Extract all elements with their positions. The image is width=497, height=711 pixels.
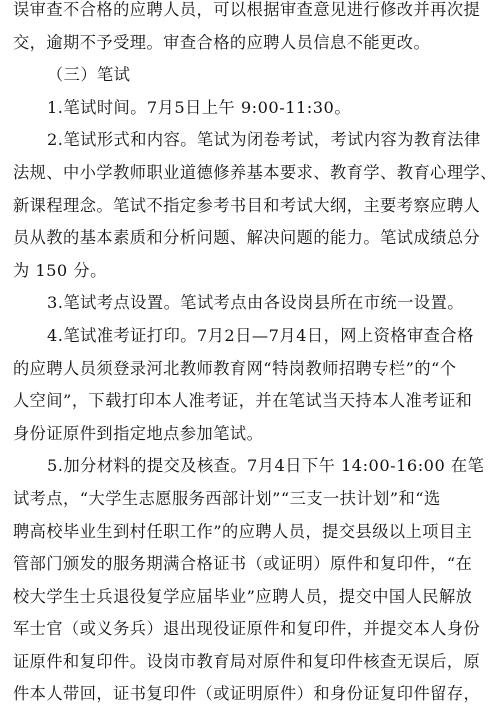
text-line: 试考点，“大学生志愿服务西部计划”“三支一扶计划”和“选 <box>13 488 441 508</box>
text-line: 件本人带回，证书复印件（或证明原件）和身份证复印件留存， <box>13 684 481 704</box>
text-line: 证原件和复印件。设岗市教育局对原件和复印件核查无误后，原 <box>13 651 481 671</box>
text-line: 1.笔试时间。7月5日上午 9:00-11:30。 <box>47 97 352 117</box>
text-line: 2.笔试形式和内容。笔试为闭卷考试，考试内容为教育法律 <box>47 130 481 150</box>
text-line: 员从教的基本素质和分析问题、解决问题的能力。笔试成绩总分 <box>13 228 481 248</box>
text-line: 管部门颁发的服务期满合格证书（或证明）原件和复印件，“在 <box>13 554 473 574</box>
text-line: 交，逾期不予受理。审查合格的应聘人员信息不能更改。 <box>13 32 431 52</box>
text-line: 的应聘人员须登录河北教师教育网“特岗教师招聘专栏”的“个 <box>13 358 457 378</box>
text-line: 4.笔试准考证打印。7月2日—7月4日，网上资格审查合格 <box>47 325 474 345</box>
text-line: 聘高校毕业生到村任职工作”的应聘人员，提交县级以上项目主 <box>13 521 473 541</box>
text-line: 5.加分材料的提交及核查。7月4日下午 14:00-16:00 在笔 <box>47 456 485 476</box>
text-line: 为 150 分。 <box>13 260 107 280</box>
section-heading: （三）笔试 <box>47 65 131 85</box>
text-line: 身份证原件到指定地点参加笔试。 <box>13 423 264 443</box>
text-line: 军士官（或义务兵）退出现役证原件和复印件，并提交本人身份 <box>13 619 481 639</box>
text-line: 误审查不合格的应聘人员，可以根据审查意见进行修改并再次提 <box>13 0 481 19</box>
text-line: 3.笔试考点设置。笔试考点由各设岗县所在市统一设置。 <box>47 293 464 313</box>
text-line: 法规、中小学教师职业道德修养基本要求、教育学、教育心理学、 <box>13 162 497 182</box>
text-line: 校大学生士兵退役复学应届毕业”应聘人员，提交中国人民解放 <box>13 586 473 606</box>
text-line: 人空间”，下载打印本人准考证，并在笔试当天持本人准考证和 <box>13 391 473 411</box>
text-line: 新课程理念。笔试不指定参考书目和考试大纲，主要考察应聘人 <box>13 195 481 215</box>
